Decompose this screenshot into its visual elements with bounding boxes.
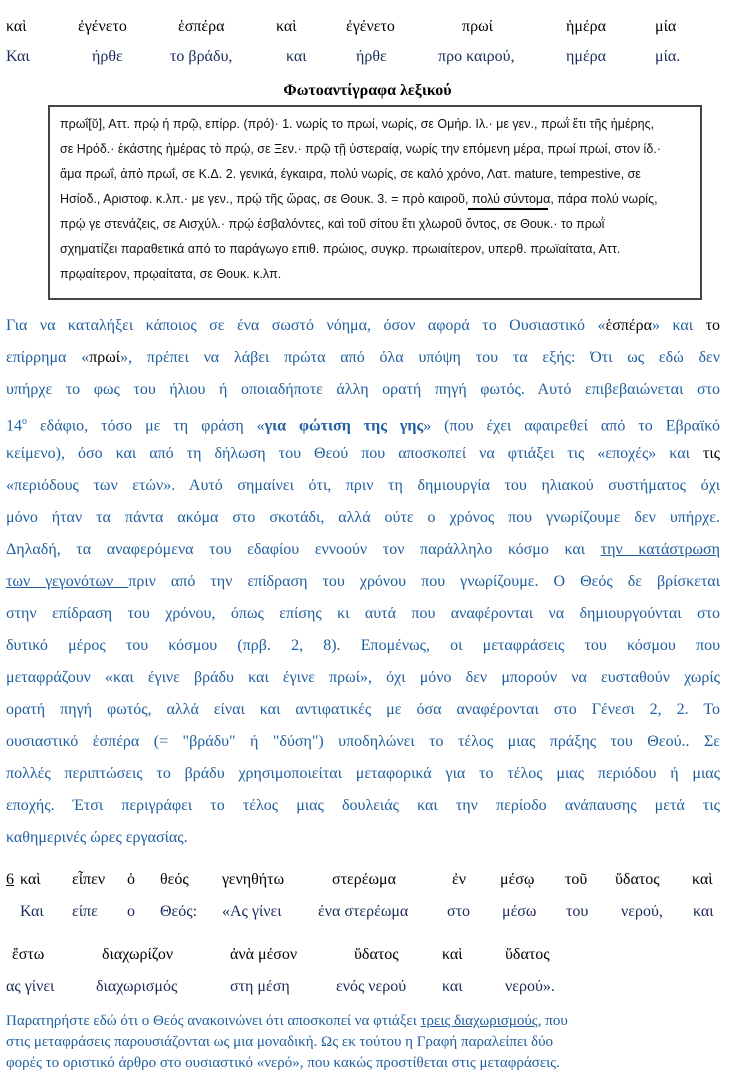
greek-word: διαχωρίζον (102, 946, 174, 963)
verse6-greek-row-2 (0, 940, 735, 970)
greek-word: στερέωμα (332, 871, 396, 888)
greek-word: ὕδατος (505, 946, 550, 963)
verse6-modern-row (0, 897, 735, 927)
paragraph-line: καθημερινές ώρες εργασίας. (6, 829, 188, 846)
greek-word: καὶ (6, 18, 27, 35)
paragraph-line: μόνο ήταν τα πάντα ακόμα στο σκοτάδι, αλλά ούτε ο χρόνος που γνωρίζουμε δεν υπήρχε. (6, 509, 720, 526)
verse6-modern-row-2 (0, 972, 735, 1002)
paragraph-line: μεταφράζουν «και έγινε βράδυ και έγινε πρωί», όχι μόνο δεν μπορούν να ευσταθούν χωρίς (6, 669, 720, 686)
dictionary-line: σχηματίζει παραθετικά από το παράγωγο επιθ. πρώιος, συγκρ. πρωιαίτερον, υπερθ. πρωϊαίτατα, Αττ. (60, 242, 621, 256)
modern-word: προ καιρού, (438, 48, 515, 65)
greek-word: τοῦ (565, 871, 588, 888)
paragraph-line: των γεγονότων πριν από την επίδραση του χρόνου που γνωρίζουμε. Ο Θεός δε βρίσκεται (6, 573, 720, 590)
greek-word: ὕδατος (354, 946, 399, 963)
modern-word: του (566, 903, 589, 920)
paragraph-line: ορατή πηγή φωτός, αλλά είναι και αντιφατικές με όσα αναφέρονται στο Γένεσι 2, 2. Το (6, 701, 720, 718)
paragraph-line: Παρατηρήστε εδώ ότι ο Θεός ανακοινώνει ότι αποσκοπεί να φτιάξει τρεις διαχωρισμούς, που (6, 1013, 568, 1029)
modern-word: ήρθε (356, 48, 387, 65)
modern-word: νερού». (505, 978, 555, 995)
greek-word: ἡμέρα (566, 18, 607, 35)
verse5-greek-row (0, 12, 735, 42)
modern-word: και (442, 978, 463, 995)
paragraph-line: Δηλαδή, τα αναφερόμενα του εδαφίου εννοούν τον παράλληλο κόσμο και την κατάστρωση (6, 541, 720, 558)
greek-word: ἐν (452, 871, 466, 888)
underline-mark (468, 208, 548, 210)
modern-word: στο (447, 903, 471, 920)
greek-word: ἑσπέρα (178, 18, 225, 35)
dictionary-line: ἅμα πρωΐ, ἀπὸ πρωΐ, σε Κ.Δ. 2. γενικά, έγκαιρα, πολύ νωρίς, σε καλό χρόνο, Λατ. mature, tempestive, σε (60, 167, 641, 181)
dictionary-line: σε Ηρόδ.· ἑκάστης ἡμέρας τὸ πρῴ, σε Ξεν.· πρῷ τῇ ὑστεραίᾳ, νωρίς την επόμενη μέρα, πρωί πρωί, στον ίδ.· (60, 142, 661, 156)
modern-word: και (286, 48, 307, 65)
greek-word: καὶ (276, 18, 297, 35)
verse-number: 6 (6, 871, 14, 888)
modern-word: ένα στερέωμα (318, 903, 409, 920)
paragraph-line: ουσιαστικό ἑσπέρα (= "βράδυ" ή "δύση") υποδηλώνει το τέλος μιας πράξης του Θεού.. Σε (6, 733, 720, 750)
modern-word: στη μέση (230, 978, 290, 995)
paragraph-line: πολλές περιπτώσεις το βράδυ χρησιμοποιείται μεταφορικά για το τέλος μιας περιόδου ή μιας (6, 765, 720, 782)
modern-word: είπε (72, 903, 98, 920)
paragraph-line: δυτικό μέρος του κόσμου (πρβ. 2, 8). Επομένως, οι μεταφράσεις του κόσμου που (6, 637, 720, 654)
verse6-greek-row (0, 865, 735, 895)
dictionary-line: πρωΐ[ῠ], Αττ. πρῴ ή πρῷ, επίρρ. (πρό)· 1. νωρίς το πρωί, νωρίς, σε Ομήρ. Ιλ.· με γεν., πρωῒ ἔτι τῆς ἡμέρης, (60, 117, 655, 131)
paragraph-line: Για να καταλήξει κάποιος σε ένα σωστό νόημα, όσον αφορά το Ουσιαστικό «ἑσπέρα» και το (6, 317, 721, 334)
modern-word: Και (6, 48, 30, 65)
paragraph-line: κείμενο), όσο και από τη δήλωση του Θεού που αποσκοπεί να φτιάξει τις «εποχές» και τις (6, 445, 720, 462)
greek-word: καὶ (20, 871, 41, 888)
greek-word: ἀνὰ μέσον (230, 946, 298, 963)
verse5-modern-row (0, 42, 735, 72)
greek-word: ἐγένετο (346, 18, 395, 35)
greek-word: ἐγένετο (78, 18, 127, 35)
modern-word: διαχωρισμός (96, 978, 178, 995)
modern-word: Και (20, 903, 44, 920)
paragraph-line: στην επίδραση του χρόνου, όπως επίσης κι αυτά που αναφέρονται να δημιουργούνται στο (6, 605, 720, 622)
greek-word: θεός (160, 871, 189, 888)
modern-word: το βράδυ, (170, 48, 233, 65)
paragraph-line: επίρρημα «πρωί», πρέπει να λάβει πρώτα από όλα υπόψη του τα εξής: Ότι ως εδώ δεν (6, 349, 721, 366)
paragraph-line: εποχής. Έτσι περιγράφει το τέλος μιας δουλειάς και την περίοδο ανάπαυσης μετά τις (6, 797, 720, 814)
dictionary-line: πρῳαίτερον, πρῳαίτατα, σε Θουκ. κ.λπ. (60, 267, 282, 281)
paragraph-line: στις μεταφράσεις παρουσιάζονται ως μια μοναδική. Ως εκ τούτου η Γραφή παραλείπει δύο (6, 1034, 554, 1050)
modern-word: ήρθε (92, 48, 123, 65)
greek-word: καὶ (692, 871, 713, 888)
paragraph-line: «περιόδους των ετών». Αυτό σημαίνει ότι, πριν τη δημιουργία του ηλιακού συστήματος όχι (6, 477, 720, 494)
dictionary-excerpt (48, 105, 702, 300)
modern-word: μέσω (502, 903, 537, 920)
greek-word: γενηθήτω (222, 871, 285, 888)
dictionary-line: Ησίοδ., Αριστοφ. κ.λπ.· με γεν., πρῴ τῆς ὥρας, σε Θουκ. 3. = πρὸ καιροῦ, πολύ σύντομα, πάρα πολύ νωρίς, (60, 192, 658, 206)
modern-word: ημέρα (566, 48, 607, 65)
greek-word: ὕδατος (615, 871, 660, 888)
modern-word: Θεός: (160, 903, 198, 920)
greek-word: πρωί (462, 18, 493, 35)
dictionary-line: πρῴ γε στενάζεις, σε Αισχύλ.· πρῴ ἐσβαλόντες, καὶ τοῦ σίτου ἔτι χλωροῦ ὄντος, σε Θουκ.· το πρωῒ (60, 217, 605, 231)
modern-word: μία. (655, 48, 681, 65)
modern-word: ο (127, 903, 135, 920)
greek-word: μέσῳ (500, 871, 535, 888)
modern-word: «Ας γίνει (222, 903, 282, 920)
paragraph-line: υπήρχε το φως του ήλιου ή οποιαδήποτε άλλη ορατή πηγή φωτός. Αυτό επιβεβαιώνεται στο (6, 381, 720, 398)
paragraph-line: φορές το οριστικό άρθρο στο ουσιαστικό «νερό», που κακώς προστίθεται στις μεταφράσεις. (6, 1055, 560, 1071)
greek-word: καὶ (442, 946, 463, 963)
greek-word: μία (655, 18, 677, 35)
modern-word: ενός νερού (336, 978, 407, 995)
modern-word: και (693, 903, 714, 920)
modern-word: νερού, (621, 903, 663, 920)
greek-word: ὁ (127, 871, 135, 888)
greek-word: εἶπεν (72, 871, 106, 888)
modern-word: ας γίνει (6, 978, 55, 995)
paragraph-line: $14^o$ εδάφιο, τόσο με τη φράση «για φώτιση της γης» (που έχει αφαιρεθεί από το Εβραϊκό (6, 416, 720, 435)
greek-word: ἔστω (12, 946, 45, 963)
dictionary-title: Φωτοαντίγραφα λεξικού (283, 82, 452, 99)
